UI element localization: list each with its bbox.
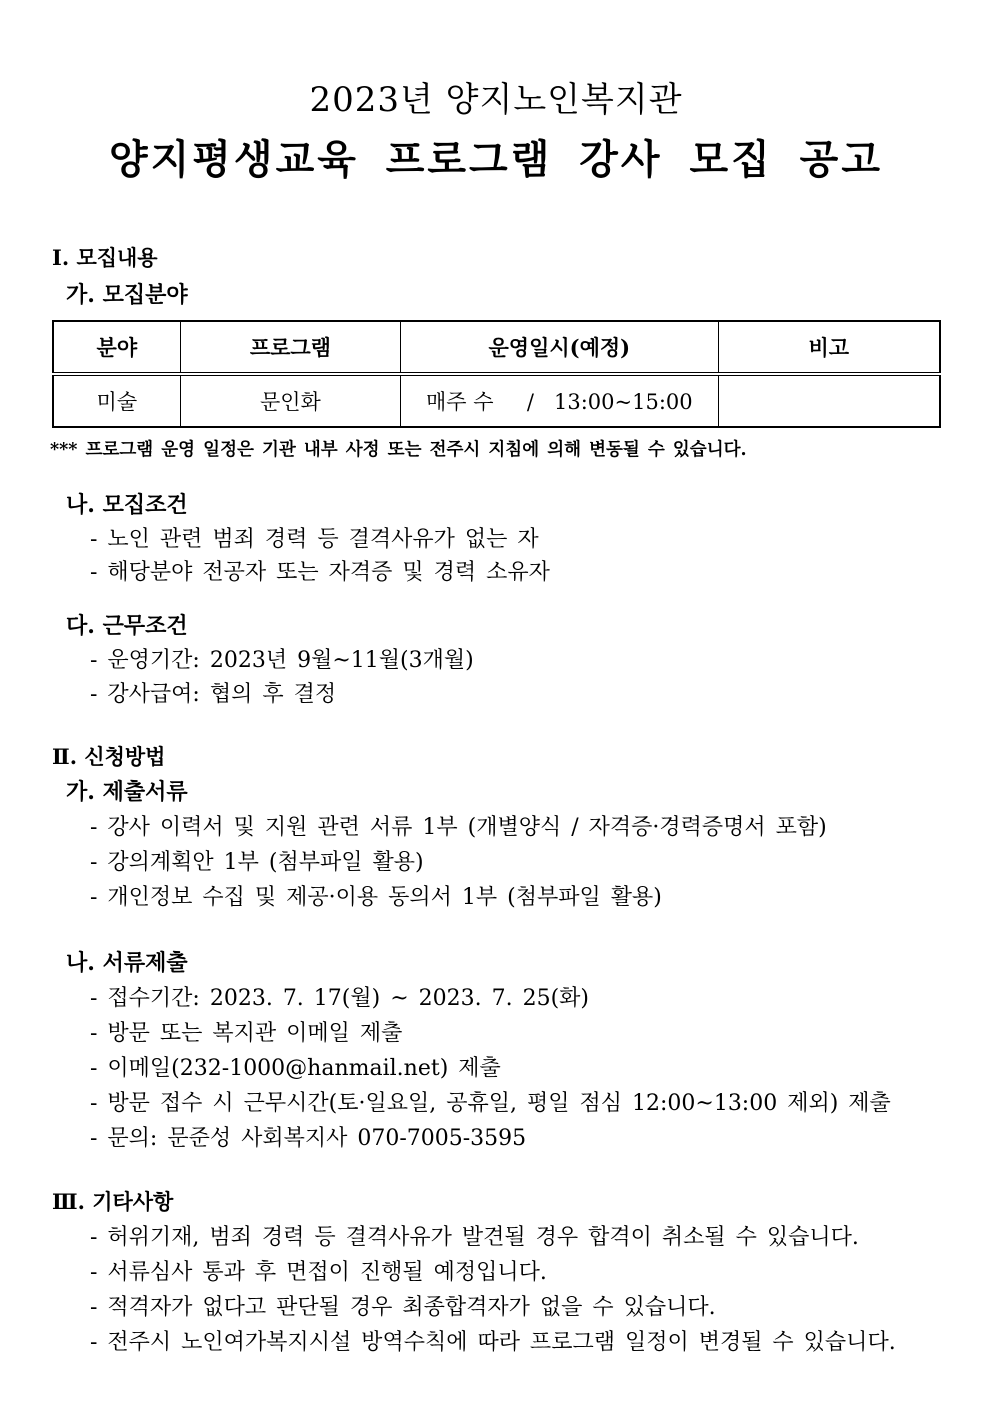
- list-item: - 방문 접수 시 근무시간(토·일요일, 공휴일, 평일 점심 12:00~13:00 제외) 제출: [90, 1091, 891, 1116]
- table-row: [53, 374, 940, 427]
- section-1-sub-a: 가. 모집분야: [66, 282, 188, 308]
- table-header-row: [53, 321, 940, 374]
- section-1-sub-b: 나. 모집조건: [66, 492, 188, 518]
- list-item: - 강사 이력서 및 지원 관련 서류 1부 (개별양식 / 자격증·경력증명서 포함): [90, 815, 827, 840]
- section-2-sub-b: 나. 서류제출: [66, 950, 188, 976]
- schedule-note: *** 프로그램 운영 일정은 기관 내부 사정 또는 전주시 지침에 의해 변동될 수 있습니다.: [50, 440, 747, 460]
- list-item: - 노인 관련 범죄 경력 등 결격사유가 없는 자: [90, 527, 539, 552]
- list-item: - 전주시 노인여가복지시설 방역수칙에 따라 프로그램 일정이 변경될 수 있습니다.: [90, 1330, 896, 1355]
- section-2-heading: Ⅱ. 신청방법: [52, 744, 166, 769]
- table-cell: 문인화: [180, 374, 400, 427]
- title-line-1: 2023년 양지노인복지관: [309, 80, 683, 120]
- page-title: 양지평생교육 프로그램 강사 모집 공고: [109, 136, 883, 183]
- list-item: - 문의: 문준성 사회복지사 070-7005-3595: [90, 1126, 527, 1151]
- list-item: - 개인정보 수집 및 제공·이용 동의서 1부 (첨부파일 활용): [90, 885, 662, 910]
- recruit-table: [52, 320, 941, 428]
- table-header-cell: 운영일시(예정): [401, 321, 718, 374]
- list-item: - 운영기간: 2023년 9월~11월(3개월): [90, 648, 474, 673]
- section-1-heading: Ⅰ. 모집내용: [52, 245, 158, 270]
- section-2-sub-a: 가. 제출서류: [66, 779, 188, 805]
- table-cell: [718, 374, 940, 427]
- list-item: - 방문 또는 복지관 이메일 제출: [90, 1021, 403, 1046]
- list-item: - 허위기재, 범죄 경력 등 결격사유가 발견될 경우 합격이 취소될 수 있습니다.: [90, 1225, 859, 1250]
- list-item: - 이메일(232-1000@hanmail.net) 제출: [90, 1056, 501, 1081]
- list-item: - 적격자가 없다고 판단될 경우 최종합격자가 없을 수 있습니다.: [90, 1295, 716, 1320]
- table-header-cell: 비고: [718, 321, 940, 374]
- list-item: - 강사급여: 협의 후 결정: [90, 682, 337, 707]
- list-item: - 강의계획안 1부 (첨부파일 활용): [90, 850, 424, 875]
- section-3-heading: Ⅲ. 기타사항: [52, 1189, 174, 1214]
- section-1-sub-c: 다. 근무조건: [66, 613, 188, 639]
- list-item: - 접수기간: 2023. 7. 17(월) ~ 2023. 7. 25(화): [90, 986, 590, 1011]
- list-item: - 해당분야 전공자 또는 자격증 및 경력 소유자: [90, 560, 550, 585]
- table-cell: 미술: [53, 374, 180, 427]
- table-header-cell: 프로그램: [180, 321, 400, 374]
- table-header-cell: 분야: [53, 321, 180, 374]
- list-item: - 서류심사 통과 후 면접이 진행될 예정입니다.: [90, 1260, 547, 1285]
- table-cell: 매주 수 / 13:00~15:00: [401, 374, 718, 427]
